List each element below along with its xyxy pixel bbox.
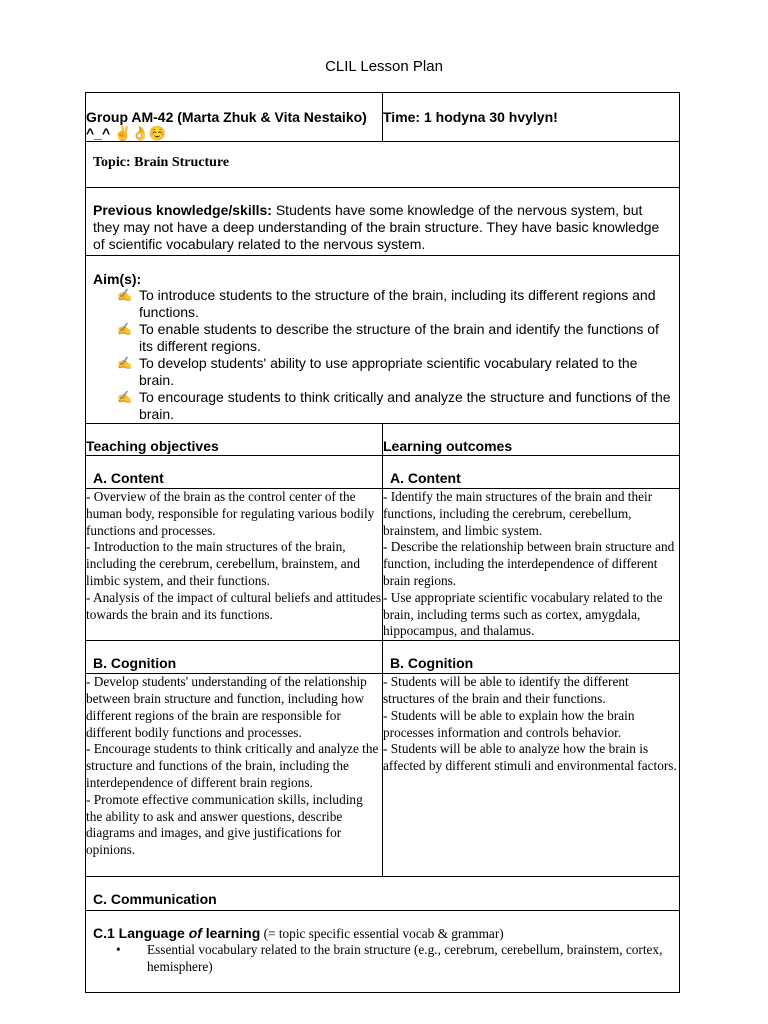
- group-label: Group AM-42 (Marta Zhuk & Vita Nestaiko) ^_^ ✌️👌☺️: [86, 109, 367, 141]
- content-learning-line: - Describe the relationship between brain structure and function, including the interdependence of different brain regions.: [383, 539, 675, 588]
- aim-item: ✍ To introduce students to the structure of the brain, including its different regions and functions.: [117, 287, 656, 320]
- cognition-heading-left: B. Cognition: [93, 655, 177, 672]
- time-cell: [383, 93, 680, 142]
- cognition-teaching-line: - Develop students' understanding of the relationship between brain structure and function, including how different regions of the brain are responsible for different bodily functions and processes.: [86, 674, 367, 740]
- writing-hand-icon: ✍: [117, 356, 132, 370]
- language-of-learning-cell: [86, 911, 680, 993]
- communication-heading-cell: [86, 877, 680, 911]
- content-teaching-line: - Analysis of the impact of cultural beliefs and attitudes towards the brain and its functions.: [86, 589, 382, 622]
- bullet-dot-icon: •: [116, 942, 121, 958]
- learning-outcomes-cell: [383, 424, 680, 456]
- previous-knowledge-cell: [86, 188, 680, 256]
- content-heading-right-cell: [383, 456, 680, 489]
- aims-list: [93, 287, 672, 423]
- document-title: CLIL Lesson Plan: [325, 58, 443, 75]
- communication-heading-row: [86, 877, 680, 911]
- content-body-row: [86, 489, 680, 641]
- language-of-learning-list: [93, 942, 672, 982]
- language-of-learning-row: [86, 911, 680, 993]
- previous-knowledge-text: Students have some knowledge of the nervous system, but they may not have a deep understanding of the brain structure. They have basic knowledge of scientific vocabulary related to the nervous system.: [93, 202, 660, 252]
- topic-label: Topic: Brain Structure: [93, 155, 230, 170]
- cognition-body-row: [86, 674, 680, 877]
- group-cell: [86, 93, 383, 142]
- cognition-learning-line: - Students will be able to explain how the brain processes information and controls behavior.: [383, 707, 635, 740]
- content-teaching-line: - Overview of the brain as the control center of the human body, responsible for regulating various bodily functions and processes.: [86, 489, 375, 538]
- cognition-teaching-line: - Promote effective communication skills, including the ability to ask and answer questions, describe diagrams and images, and give justifications for opinions.: [86, 791, 363, 858]
- columns-header-row: [86, 424, 680, 456]
- teaching-objectives-heading: Teaching objectives: [86, 438, 219, 454]
- content-learning-line: - Use appropriate scientific vocabulary related to the brain, including terms such as cortex, amygdala, hippocampus, and thalamus.: [383, 589, 663, 639]
- previous-knowledge-row: [86, 188, 680, 256]
- writing-hand-icon: ✍: [117, 390, 132, 404]
- previous-knowledge-label: Previous knowledge/skills:: [93, 202, 272, 218]
- cognition-teaching-cell: [86, 674, 383, 877]
- topic-cell: [86, 142, 680, 188]
- aim-item: ✍ To enable students to describe the structure of the brain and identify the functions of its different regions.: [117, 321, 659, 354]
- previous-knowledge-paragraph: [93, 202, 672, 253]
- language-of-learning-heading: C.1 Language of learning (= topic specific essential vocab & grammar): [93, 925, 504, 942]
- aims-row: [86, 256, 680, 424]
- content-learning-line: - Identify the main structures of the brain and their functions, including the cerebrum, cerebellum, brainstem, and limbic system.: [383, 489, 653, 538]
- cognition-teaching-line: - Encourage students to think critically and analyze the structure and functions of the brain, including the interdependence of different brain regions.: [86, 741, 379, 790]
- content-teaching-cell: [86, 489, 383, 641]
- cognition-learning-line: - Students will be able to identify the different structures of the brain and their functions.: [383, 674, 629, 706]
- content-heading-row: [86, 456, 680, 489]
- group-row: [86, 93, 680, 142]
- cognition-heading-right: B. Cognition: [390, 655, 474, 672]
- aims-label: Aim(s):: [93, 271, 142, 287]
- writing-hand-icon: ✍: [117, 322, 132, 336]
- aim-item: ✍ To encourage students to think critically and analyze the structure and functions of the brain.: [117, 389, 671, 422]
- content-teaching-line: - Introduction to the main structures of the brain, including the cerebrum, cerebellum, brainstem, and limbic system, and their functions.: [86, 539, 360, 588]
- cognition-learning-cell: [383, 674, 680, 877]
- teaching-objectives-cell: [86, 424, 383, 456]
- cognition-heading-row: [86, 641, 680, 674]
- writing-hand-icon: ✍: [117, 288, 132, 302]
- content-heading-right: A. Content: [390, 470, 461, 486]
- content-heading-left: A. Content: [93, 470, 164, 486]
- learning-outcomes-heading: Learning outcomes: [383, 438, 513, 454]
- aims-cell: [86, 256, 680, 424]
- time-label: Time: 1 hodyna 30 hvylyn!: [383, 109, 558, 125]
- cognition-heading-right-cell: [383, 641, 680, 674]
- content-heading-left-cell: [86, 456, 383, 489]
- aim-item: ✍ To develop students' ability to use appropriate scientific vocabulary related to the brain.: [117, 355, 638, 388]
- lesson-plan-table: [85, 92, 680, 993]
- cognition-heading-left-cell: [86, 641, 383, 674]
- list-item: • Essential vocabulary related to the brain structure (e.g., cerebrum, cerebellum, brainstem, cortex, hemisphere): [116, 942, 663, 974]
- cognition-learning-line: - Students will be able to analyze how the brain is affected by different stimuli and environmental factors.: [383, 741, 677, 774]
- communication-heading: C. Communication: [93, 891, 217, 908]
- topic-row: [86, 142, 680, 188]
- content-learning-cell: [383, 489, 680, 641]
